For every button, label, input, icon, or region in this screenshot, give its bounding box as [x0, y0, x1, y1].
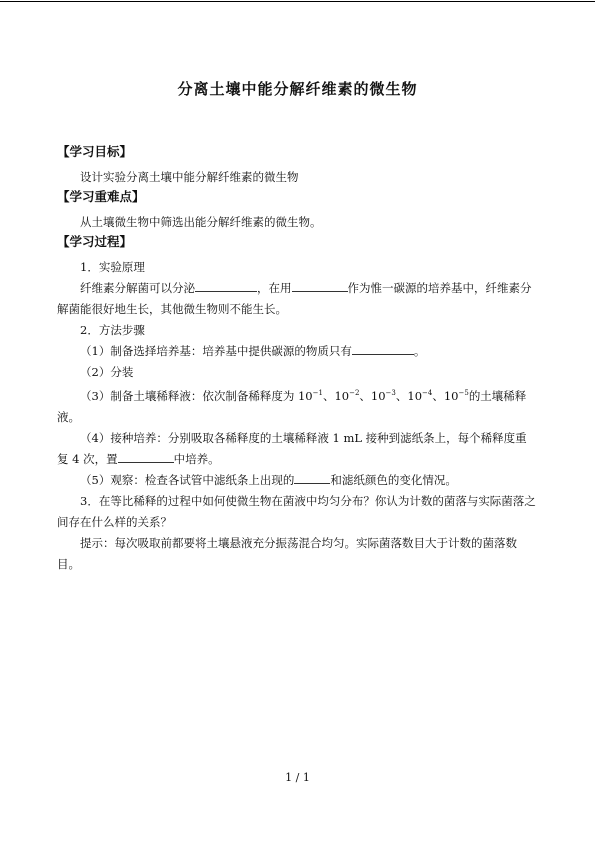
principle-title: 1．实验原理 — [80, 260, 145, 274]
top-border-line — [0, 1, 595, 2]
document-body — [57, 143, 538, 575]
page-title: 分离土壤中能分解纤维素的微生物 — [177, 80, 418, 98]
question-3: 3．在等比稀释的过程中如何使微生物在菌液中均匀分布？你认为计数的菌落与实际菌落之间存在什么样的关系？ — [57, 493, 536, 529]
heading-key-points: 【学习重难点】 — [57, 189, 145, 204]
step-3: （3）制备土壤稀释液：依次制备稀释度为 $10^{-1}$、$10^{-2}$、$10^{-3}$、$10^{-4}$、$10^{-5}$的土壤稀释液。 — [57, 388, 527, 424]
step-5: （5）观察：检查各试管中滤纸条上出现的 和滤纸颜色的变化情况。 — [80, 472, 457, 487]
heading-learning-process: 【学习过程】 — [57, 234, 133, 249]
method-title: 2．方法步骤 — [80, 323, 145, 337]
blank-incubation-place — [118, 450, 174, 463]
hint-text: 提示：每次吸取前都要将土壤悬液充分振荡混合均匀。实际菌落数目大于计数的菌落数目。 — [57, 535, 517, 571]
blank-carbon-material — [352, 342, 414, 355]
blank-enzyme — [195, 279, 257, 292]
blank-observation — [294, 471, 330, 484]
heading-learning-goal: 【学习目标】 — [57, 144, 133, 159]
step-1: （1）制备选择培养基：培养基中提供碳源的物质只有 。 — [80, 344, 426, 358]
key-points-text: 从土壤微生物中筛选出能分解纤维素的微生物。 — [80, 215, 322, 229]
learning-goal-text: 设计实验分离土壤中能分解纤维素的微生物 — [80, 170, 299, 184]
step-4: （4）接种培养：分别吸取各稀释度的土壤稀释液 1 mL 接种到滤纸条上，每个稀释度重复 4 次，置 中培养。 — [57, 430, 527, 466]
principle-text: 纤维素分解菌可以分泌 ，在用 作为惟一碳源的培养基中，纤维素分解菌能很好地生长，其他微生物则不能生长。 — [57, 281, 532, 316]
page-number: 1 / 1 — [285, 771, 310, 784]
blank-carbon-source — [292, 279, 348, 292]
step-2: （2）分装 — [80, 365, 134, 379]
